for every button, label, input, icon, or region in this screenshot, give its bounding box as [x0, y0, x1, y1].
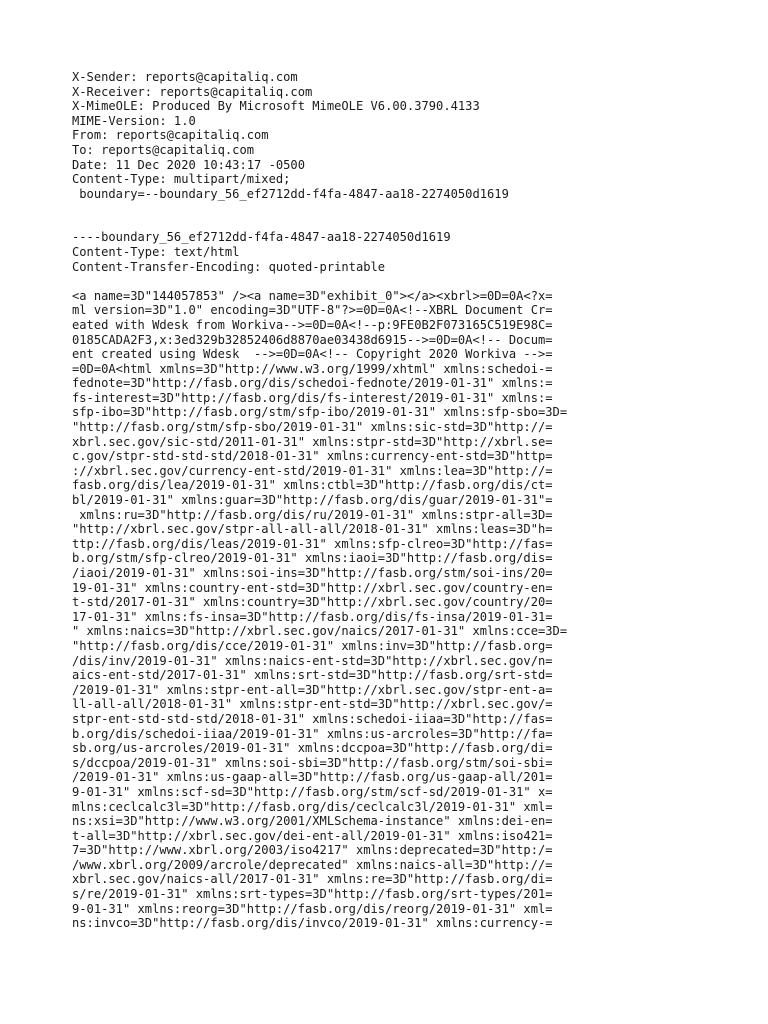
- body-line: 0185CADA2F3,x:3ed329b32852406d8870ae03438d6915-->=0D=0A<!-- Docum=: [72, 332, 553, 347]
- part-header-line: Content-Type: text/html: [72, 244, 240, 259]
- body-line: ://xbrl.sec.gov/currency-ent-std/2019-01-31" xmlns:lea=3D"http://=: [72, 463, 553, 478]
- body-line: /www.xbrl.org/2009/arcrole/deprecated" xmlns:naics-all=3D"http://=: [72, 857, 553, 872]
- body-line: "http://fasb.org/stm/sfp-sbo/2019-01-31" xmlns:sic-std=3D"http://=: [72, 420, 553, 435]
- body-line: =0D=0A<html xmlns=3D"http://www.w3.org/1999/xhtml" xmlns:schedoi-=: [72, 361, 553, 376]
- part-header-line: Content-Transfer-Encoding: quoted-printable: [72, 259, 386, 274]
- header-line: Date: 11 Dec 2020 10:43:17 -0500: [72, 157, 305, 172]
- body-line: b.org/stm/sfp-clreo/2019-01-31" xmlns:iaoi=3D"http://fasb.org/dis=: [72, 551, 553, 566]
- body-line: t-all=3D"http://xbrl.sec.gov/dei-ent-all/2019-01-31" xmlns:iso421=: [72, 828, 553, 843]
- body-line: ttp://fasb.org/dis/leas/2019-01-31" xmlns:sfp-clreo=3D"http://fas=: [72, 536, 553, 551]
- header-line: From: reports@capitaliq.com: [72, 128, 269, 143]
- body-line: bl/2019-01-31" xmlns:guar=3D"http://fasb.org/dis/guar/2019-01-31"=: [72, 493, 553, 508]
- body-line: 9-01-31" xmlns:scf-sd=3D"http://fasb.org/stm/scf-sd/2019-01-31" x=: [72, 784, 553, 799]
- body-line: ns:invco=3D"http://fasb.org/dis/invco/2019-01-31" xmlns:currency-=: [72, 916, 553, 931]
- quoted-printable-body: [72, 289, 762, 931]
- body-line: t-std/2017-01-31" xmlns:country=3D"http://xbrl.sec.gov/country/20=: [72, 595, 553, 610]
- header-line: MIME-Version: 1.0: [72, 113, 196, 128]
- body-line: xbrl.sec.gov/sic-std/2011-01-31" xmlns:stpr-std=3D"http://xbrl.se=: [72, 434, 553, 449]
- header-line: X-Sender: reports@capitaliq.com: [72, 70, 298, 84]
- body-line: fs-interest=3D"http://fasb.org/dis/fs-interest/2019-01-31" xmlns:=: [72, 390, 553, 405]
- body-line: sfp-ibo=3D"http://fasb.org/stm/sfp-ibo/2019-01-31" xmlns:sfp-sbo=3D=: [72, 405, 568, 420]
- body-line: ll-all-all/2018-01-31" xmlns:stpr-ent-std=3D"http://xbrl.sec.gov/=: [72, 697, 553, 712]
- header-line: X-Receiver: reports@capitaliq.com: [72, 84, 313, 99]
- spacer: [72, 201, 762, 230]
- body-line: xmlns:ru=3D"http://fasb.org/dis/ru/2019-01-31" xmlns:stpr-all=3D=: [72, 507, 553, 522]
- body-line: mlns:ceclcalc3l=3D"http://fasb.org/dis/ceclcalc3l/2019-01-31" xml=: [72, 799, 553, 814]
- body-line: /dis/inv/2019-01-31" xmlns:naics-ent-std=3D"http://xbrl.sec.gov/n=: [72, 653, 553, 668]
- body-line: 7=3D"http://www.xbrl.org/2003/iso4217" xmlns:deprecated=3D"http:/=: [72, 843, 553, 858]
- spacer: [72, 274, 762, 289]
- header-line: Content-Type: multipart/mixed;: [72, 172, 291, 187]
- body-line: 17-01-31" xmlns:fs-insa=3D"http://fasb.org/dis/fs-insa/2019-01-31=: [72, 609, 553, 624]
- body-line: sb.org/us-arcroles/2019-01-31" xmlns:dccpoa=3D"http://fasb.org/di=: [72, 741, 553, 756]
- body-line: ns:xsi=3D"http://www.w3.org/2001/XMLSchema-instance" xmlns:dei-en=: [72, 814, 553, 829]
- body-line: ent created using Wdesk -->=0D=0A<!-- Copyright 2020 Workiva -->=: [72, 347, 553, 362]
- email-source-document: [72, 70, 762, 931]
- body-line: c.gov/stpr-std-std-std/2018-01-31" xmlns:currency-ent-std=3D"http=: [72, 449, 553, 464]
- header-line: boundary=--boundary_56_ef2712dd-f4fa-4847-aa18-2274050d1619: [72, 186, 509, 201]
- body-line: xbrl.sec.gov/naics-all/2017-01-31" xmlns:re=3D"http://fasb.org/di=: [72, 872, 553, 887]
- body-line: b.org/dis/schedoi-iiaa/2019-01-31" xmlns:us-arcroles=3D"http://fa=: [72, 726, 553, 741]
- body-line: s/dccpoa/2019-01-31" xmlns:soi-sbi=3D"http://fasb.org/stm/soi-sbi=: [72, 755, 553, 770]
- body-line: stpr-ent-std-std-std/2018-01-31" xmlns:schedoi-iiaa=3D"http://fas=: [72, 711, 553, 726]
- body-line: /iaoi/2019-01-31" xmlns:soi-ins=3D"http://fasb.org/stm/soi-ins/20=: [72, 566, 553, 580]
- part-header-line: ----boundary_56_ef2712dd-f4fa-4847-aa18-2274050d1619: [72, 230, 451, 245]
- header-line: To: reports@capitaliq.com: [72, 142, 255, 157]
- body-line: /2019-01-31" xmlns:us-gaap-all=3D"http://fasb.org/us-gaap-all/201=: [72, 770, 553, 785]
- body-line: ml version=3D"1.0" encoding=3D"UTF-8"?>=0D=0A<!--XBRL Document Cr=: [72, 303, 553, 318]
- body-line: s/re/2019-01-31" xmlns:srt-types=3D"http://fasb.org/srt-types/201=: [72, 887, 553, 902]
- body-line: 19-01-31" xmlns:country-ent-std=3D"http://xbrl.sec.gov/country-en=: [72, 580, 553, 595]
- body-line: aics-ent-std/2017-01-31" xmlns:srt-std=3D"http://fasb.org/srt-std=: [72, 668, 553, 683]
- header-line: X-MimeOLE: Produced By Microsoft MimeOLE V6.00.3790.4133: [72, 99, 480, 114]
- body-line: "http://fasb.org/dis/cce/2019-01-31" xmlns:inv=3D"http://fasb.org=: [72, 638, 553, 653]
- body-line: 9-01-31" xmlns:reorg=3D"http://fasb.org/dis/reorg/2019-01-31" xml=: [72, 901, 553, 916]
- email-headers: [72, 70, 762, 201]
- body-line: <a name=3D"144057853" /><a name=3D"exhibit_0"></a><xbrl>=0D=0A<?x=: [72, 288, 553, 303]
- body-line: eated with Wdesk from Workiva-->=0D=0A<!--p:9FE0B2F073165C519E98C=: [72, 317, 553, 332]
- body-line: fednote=3D"http://fasb.org/dis/schedoi-fednote/2019-01-31" xmlns:=: [72, 376, 553, 391]
- body-line: "http://xbrl.sec.gov/stpr-all-all-all/2018-01-31" xmlns:leas=3D"h=: [72, 522, 553, 537]
- body-line: /2019-01-31" xmlns:stpr-ent-all=3D"http://xbrl.sec.gov/stpr-ent-a=: [72, 682, 553, 697]
- mime-part-headers: [72, 230, 762, 274]
- body-line: " xmlns:naics=3D"http://xbrl.sec.gov/naics/2017-01-31" xmlns:cce=3D=: [72, 624, 568, 639]
- body-line: fasb.org/dis/lea/2019-01-31" xmlns:ctbl=3D"http://fasb.org/dis/ct=: [72, 478, 553, 493]
